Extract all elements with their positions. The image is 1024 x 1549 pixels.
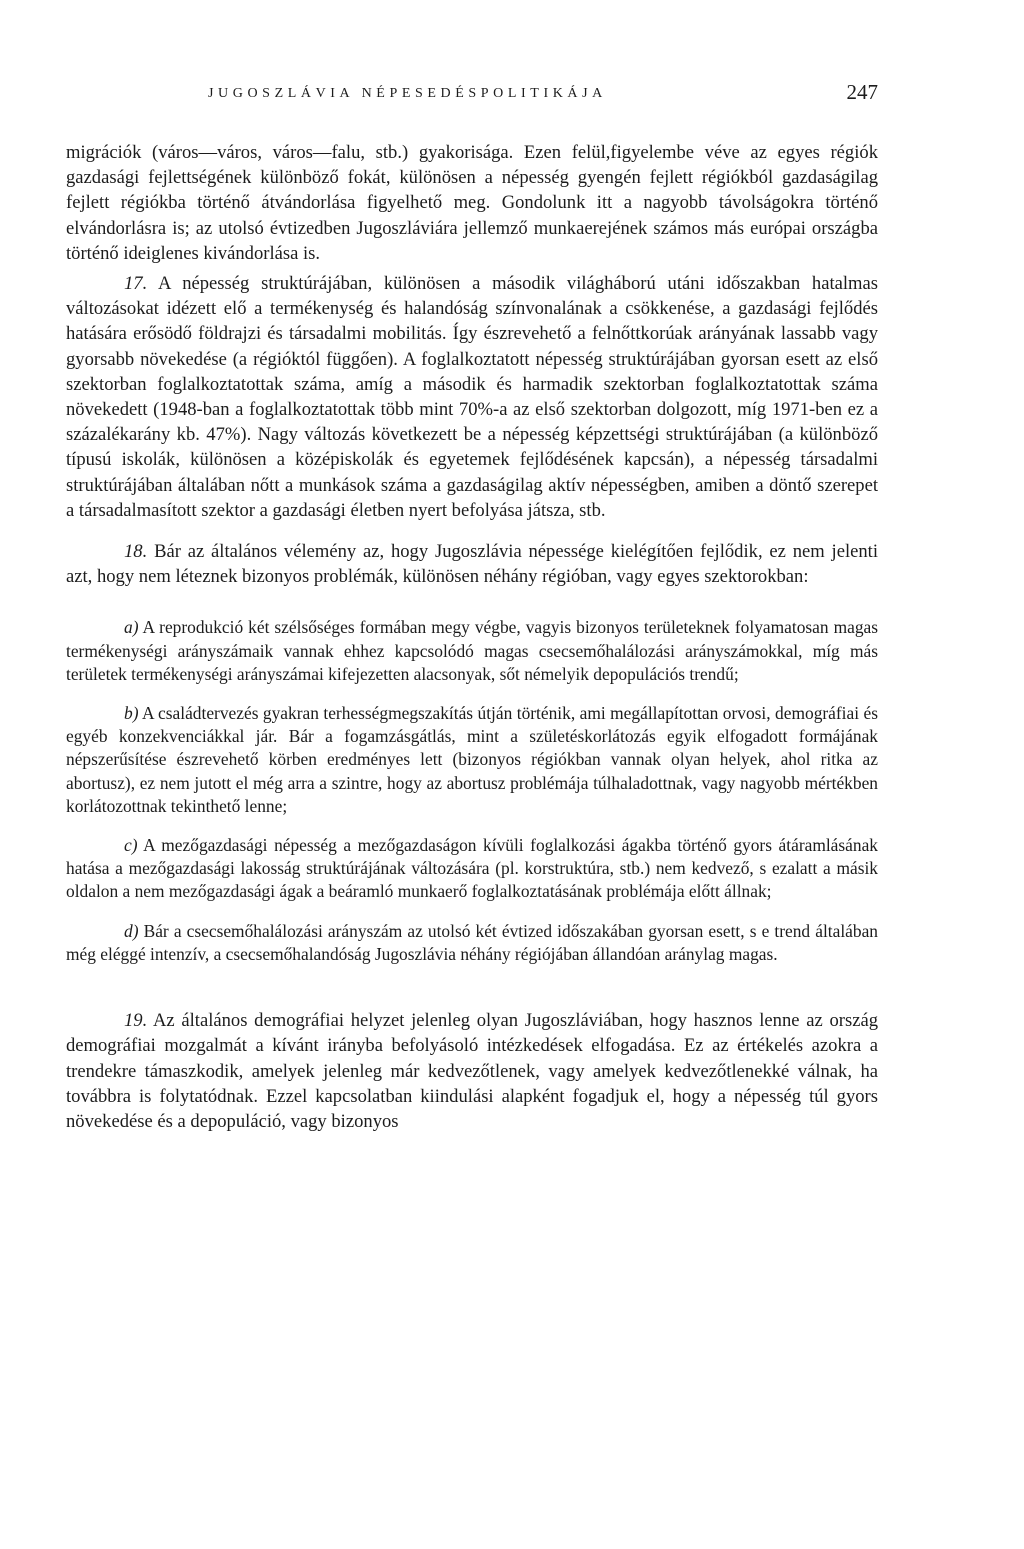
subitem-text: A családtervezés gyakran terhességmegszakítás útján történik, ami megállapítottan orvosi, demográfiai és egyéb konzekvenciákkal jár. Bár a fogamzásgátlás, mint a születéskorlátozás egyik elfogadott formájának népszerűsítése észrevehető körben eredményes lett (bizonyos régiókban vannak olyan helyek, ahol ritka az abortusz), ez nem jutott el még arra a szintre, hogy az abortusz problémája túlhaladottnak, vagy nagyobb mértékben korlátozottnak tekinthető lenne; — [66, 703, 879, 816]
running-title: JUGOSZLÁVIA NÉPESEDÉSPOLITIKÁJA — [208, 86, 607, 101]
paragraph-text: migrációk (város—város, város—falu, stb.) gyakorisága. Ezen felül,figyelembe véve az egyes régiók gazdasági fejlettségének különböző fokát, különösen a népesség gyengén fejlett régiókból gazdaságilag fejlett régiókba történő átvándorlása figyelhető meg. Gondolunk itt a nagyobb távolságokra történő elvándorlásra is; az utolsó évtizedben Jugoszláviára jellemző munkaerejének számos más európai országba történő ideiglenes kivándorlása is. — [66, 142, 878, 264]
subitem-d — [66, 920, 878, 966]
body-text — [66, 140, 878, 1134]
paragraph-number: 18. — [124, 541, 148, 563]
subitem-text: Bár a csecsemőhalálozási arányszám az utolsó két évtized időszakában gyorsan esett, s e trend általában még eléggé intenzív, a csecsemőhalandóság Jugoszlávia néhány régiójában állandóan aránylag magas. — [66, 920, 878, 964]
document-page — [66, 0, 878, 1549]
subitem-label: b) — [124, 703, 139, 724]
subitem-c — [66, 834, 878, 904]
subitem-label: d) — [124, 920, 139, 941]
paragraph-19 — [66, 1008, 878, 1134]
paragraph-number: 19. — [124, 1010, 148, 1032]
page-number: 247 — [846, 80, 878, 104]
subitem-text: A reprodukció két szélsőséges formában megy végbe, vagyis bizonyos területeknek folyamatosan magas termékenységi arányszámaik vannak ehhez kapcsolódó magas csecsemőhalálozási arányszámokkal, míg más területek termékenységi arányszámai kifejezetten alacsonyak, sőt némelyik depopulációs trendű; — [66, 617, 878, 684]
paragraph-number: 17. — [124, 273, 148, 295]
paragraph-text: Az általános demográfiai helyzet jelenleg olyan Jugoszláviában, hogy hasznos lenne az ország demográfiai mozgalmát a kívánt irányba befolyásoló intézkedések elfogadása. Ez az értékelés azokra a trendekre támaszkodik, amelyek jelenleg már kedvezőtlenek, vagy amelyek kedvezőtlenekké válnak, ha továbbra is folytatódnak. Ezzel kapcsolatban kiindulási alapként fogadjuk el, hogy a népesség túl gyors növekedése és a depopuláció, vagy bizonyos — [66, 1010, 878, 1132]
subitem-a — [66, 616, 878, 686]
paragraph-17 — [66, 271, 878, 523]
subitem-label: c) — [124, 835, 138, 856]
subitem-label: a) — [124, 617, 139, 638]
paragraph-text: Bár az általános vélemény az, hogy Jugoszlávia népessége kielégítően fejlődik, ez nem jelenti azt, hogy nem léteznek bizonyos problémák, különösen néhány régióban, vagy egyes szektorokban: — [66, 541, 878, 588]
paragraph-continuation — [66, 140, 878, 266]
paragraph-18 — [66, 539, 878, 589]
running-header — [66, 80, 878, 110]
paragraph-text: A népesség struktúrájában, különösen a második világháború utáni időszakban hatalmas változásokat idézett elő a termékenység és halandóság színvonalának a csökkenése, a gazdasági fejlődés hatására erősödő földrajzi és társadalmi mobilitás. Így észrevehető a felnőttkorúak arányának lassabb vagy gyorsabb növekedése (a régióktól függően). A foglalkoztatott népesség struktúrájában gyorsan esett az első szektorban foglalkoztatottak száma, amíg a második és harmadik szektorban foglalkoztatottak száma növekedett (1948-ban a foglalkoztatottak több mint 70%-a az első szektorban dolgozott, míg 1971-ben ez a százalékarány kb. 47%). Nagy változás következett be a népesség képzettségi struktúrájában (a különböző típusú iskolák, különösen a középiskolák és egyetemek fejlődésének kapcsán), a népesség társadalmi struktúrájában általában nőtt a munkások száma a gazdaságilag aktív népességben, amiben a döntő szerepet a társadalmasított szektor a gazdasági életben nyert befolyása játsza, stb. — [66, 273, 878, 521]
subitem-b — [66, 702, 878, 818]
subitem-text: A mezőgazdasági népesség a mezőgazdaságon kívüli foglalkozási ágakba történő gyors átáramlásának hatása a mezőgazdasági lakosság struktúrájának változására (pl. korstruktúra, stb.) nem kedvező, s ezalatt a másik oldalon a nem mezőgazdasági ágak a beáramló munkaerő foglalkoztatásának problémája előtt állnak; — [66, 835, 878, 902]
